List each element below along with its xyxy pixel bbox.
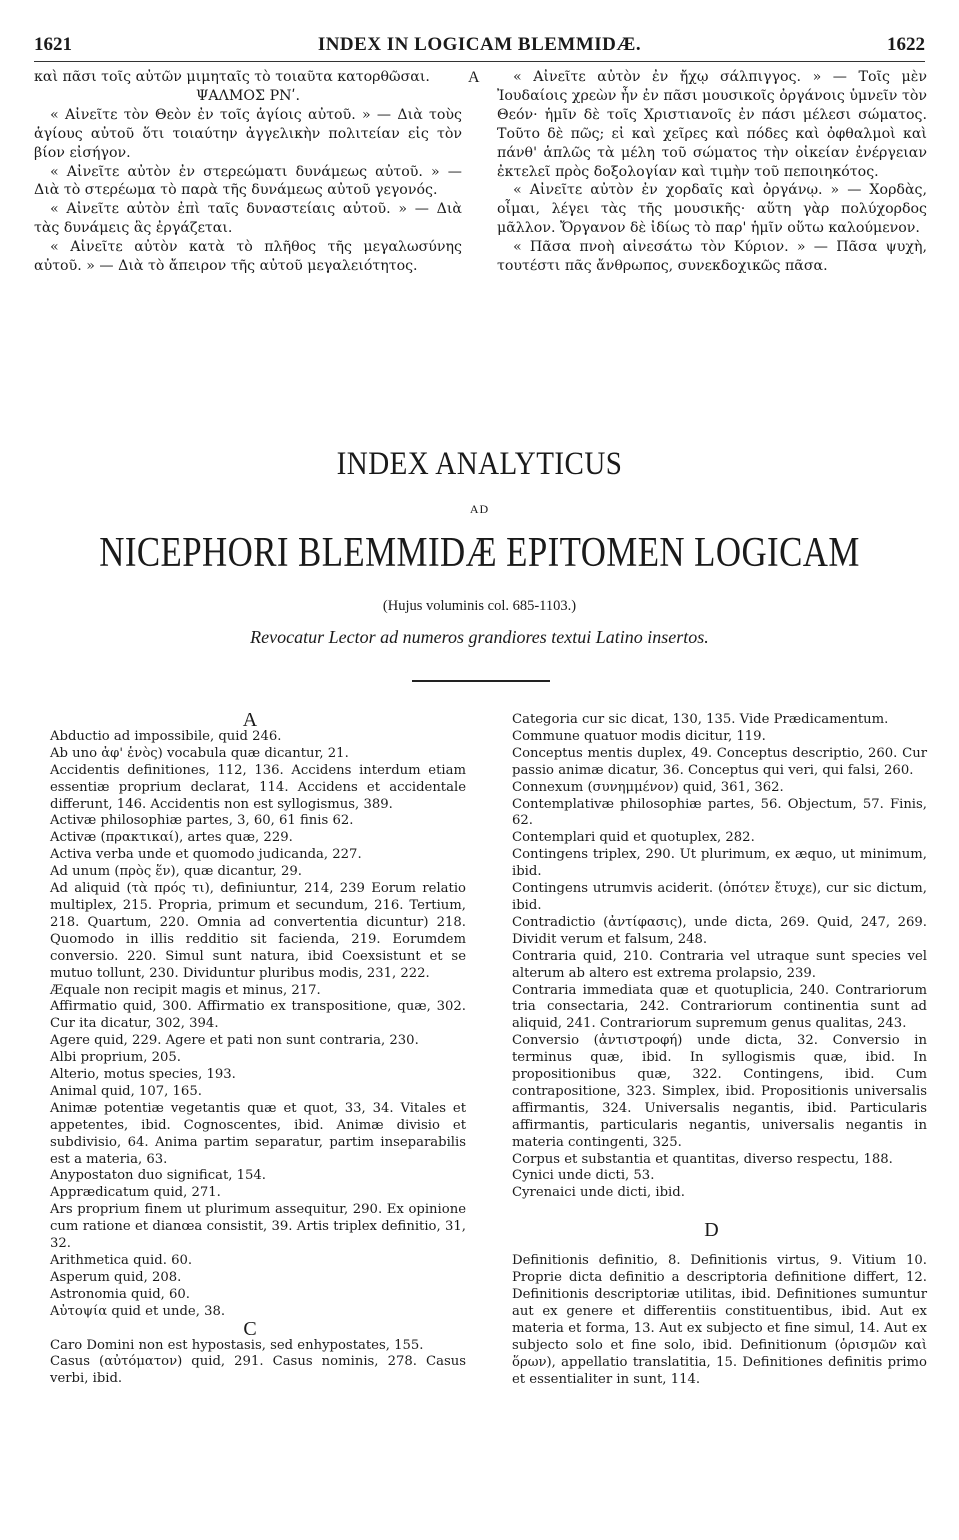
greek-column-left <box>34 68 462 276</box>
index-title-main: NICEPHORI BLEMMIDÆ EPITOMEN LOGICAM <box>99 530 860 576</box>
index-entry: Categoria cur sic dicat, 130, 135. Vide Prædicamentum. <box>512 712 889 727</box>
index-entry: Ars proprium finem ut plurimum assequitur, 290. Ex opinione cum ratione et dianœa consistit, 39. Artis triplex definitio, 31, 32. <box>50 1202 466 1252</box>
reader-note: Revocatur Lector ad numeros grandiores textui Latino insertos. <box>250 627 709 647</box>
section-letter-a: A <box>242 709 258 731</box>
index-entry: Cyrenaici unde dicti, ibid. <box>512 1185 685 1201</box>
greek-paragraph: « Αἰνεῖτε αὐτὸν ἐν στερεώματι δυνάμεως αὐτοῦ. » — Διὰ τὸ στερέωμα τὸ παρὰ τῆς δυνάμεως αὐτοῦ γεγονός. <box>34 163 462 199</box>
index-title-ad: AD <box>469 502 490 516</box>
section-letter-c: C <box>243 1317 257 1340</box>
greek-paragraph: « Αἰνεῖτε τὸν Θεὸν ἐν τοῖς ἁγίοις αὐτοῦ. » — Διὰ τοὺς ἁγίους αὐτοῦ ὅτι τοιαύτην ἀγγελικὴν πολιτείαν εἰς τὸν βίον εἰσήγον. <box>34 106 462 161</box>
greek-paragraph: καὶ πᾶσι τοῖς αὐτῶν μιμηταῖς τὸ τοιαῦτα κατορθῶσαι. <box>34 69 430 85</box>
index-entry: Contingens utrumvis aciderit. (ὁπότεν ἔτυχε), cur sic dictum, ibid. <box>512 881 927 913</box>
index-entry: Agere quid, 229. Agere et pati non sunt contraria, 230. <box>50 1033 419 1049</box>
greek-paragraph: « Αἰνεῖτε αὐτὸν κατὰ τὸ πλῆθος τῆς μεγαλωσύνης αὐτοῦ. » — Διὰ τὸ ἄπειρον τῆς αὐτοῦ μεγαλειότητος. <box>34 239 462 275</box>
index-entry: Contradictio (ἀντίφασις), unde dicta, 269. Quid, 247, 269. Dividit verum et falsum, 248. <box>512 914 927 947</box>
index-entry: Astronomia quid, 60. <box>50 1286 190 1302</box>
volume-note: (Hujus voluminis col. 685-1103.) <box>382 598 577 614</box>
index-entry: Albi proprium, 205. <box>50 1050 181 1066</box>
index-entry: Asperum quid, 208. <box>50 1269 182 1285</box>
index-entry: Ad unum (πρὸς ἕν), quæ dicantur, 29. <box>50 864 302 880</box>
index-entry: Casus (αὐτόματον) quid, 291. Casus nominis, 278. Casus verbi, ibid. <box>50 1354 466 1387</box>
index-entry: Activæ (πρακτικαί), artes quæ, 229. <box>50 830 293 846</box>
index-entry: Contingens triplex, 290. Ut plurimum, ex æquo, ut minimum, ibid. <box>512 847 927 880</box>
index-entry: Caro Domini non est hypostasis, sed enhypostates, 155. <box>50 1337 424 1353</box>
index-entry: Accidentis definitiones, 112, 136. Accidens interdum etiam essentiæ proprium declarat, 114. Accidens et accidentale differunt, 146. Accidentis non est syllogismus, 389. <box>50 762 466 812</box>
index-entry: Corpus et substantia et quantitas, diverso respectu, 188. <box>512 1151 893 1167</box>
running-title: INDEX IN LOGICAM BLEMMIDÆ. <box>317 34 642 55</box>
index-entry: Activa verba unde et quomodo judicanda, 227. <box>50 847 362 863</box>
page-number-right: 1622 <box>887 34 925 55</box>
index-title: INDEX ANALYTICUS <box>336 446 623 482</box>
psalm-heading: ΨΑΛΜΟΣ ΡΝʹ. <box>195 87 301 104</box>
greek-column-right <box>497 68 927 276</box>
index-entry: Ad aliquid (τὰ πρός τι), definiuntur, 214, 239 Eorum relatio multiplex, 215. Propria, primum et secundum, 216. Tertium, 218. Quartum, 220. Omnia ad convertentia dicuntur) 218. Quomodo in illis redditio sit facienda, 219. Eorumdem conversio. 220. Simul sunt natura, ibid Coexsistunt et se mutuo tollunt, 230. Dividuntur pluribus modis, 231, 222. <box>50 881 466 981</box>
index-entry: Connexum (συνημμένον) quid, 361, 362. <box>512 779 784 795</box>
index-entry: Apprædicatum quid, 271. <box>50 1185 221 1201</box>
index-entry: Conceptus mentis duplex, 49. Conceptus descriptio, 260. Cur passio animæ dicatur, 36. Conceptus qui veri, qui falsi, 260. <box>512 745 927 778</box>
index-entry: Ab uno ἀφ' ἑνὸς) vocabula quæ dicantur, 21. <box>50 745 349 761</box>
section-letter-d: D <box>704 1219 719 1242</box>
index-column-right <box>496 712 927 1388</box>
index-entry: Anypostaton duo significat, 154. <box>50 1168 266 1184</box>
index-entry: Contraria immediata quæ et quotuplicia, 240. Contrariorum tria consectaria, 242. Contrariorum continentia sunt ad aliquid, 241. Contrariorum supremum genus qualitas, 243. <box>512 982 927 1032</box>
index-entry: Abductio ad impossibile, quid 246. <box>50 728 282 744</box>
running-header <box>34 34 925 58</box>
index-entry: Contemplari quid et quotuplex, 282. <box>512 830 755 846</box>
index-entry: Affirmatio quid, 300. Affirmatio ex transpositione, quæ, 302. Cur ita dicatur, 302, 394. <box>50 999 466 1032</box>
index-entry: Arithmetica quid. 60. <box>50 1253 193 1268</box>
index-entry: Definitionis definitio, 8. Definitionis virtus, 9. Vitium 10. Proprie dicta definitio a descriptoria definitione differt, 12. Definitionis descriptoriæ utilitas, ibid. Definitiones sumuntur aut ex genere et differentiis constituentibus, ibid. Aut ex materia et forma, 13. Aut ex subjecto et fine simul, 14. Aut ex subjecto solo et fine solo, ibid. Definitionum (ὁρισμῶν καὶ ὅρων), appellatio translatitia, 15. Definitiones definitis primo et essentialiter in sunt, 114. <box>512 1253 927 1387</box>
greek-paragraph: « Αἰνεῖτε αὐτὸν ἐπὶ ταῖς δυναστείαις αὐτοῦ. » — Διὰ τὰς δυνάμεις ἃς ἐργάζεται. <box>34 201 462 237</box>
index-entry: Cynici unde dicti, 53. <box>512 1168 655 1184</box>
index-entry: Alterio, motus species, 193. <box>50 1067 236 1083</box>
index-entry: Activæ philosophiæ partes, 3, 60, 61 finis 62. <box>50 813 354 829</box>
index-entry: Animal quid, 107, 165. <box>50 1083 202 1099</box>
index-entry: Animæ potentiæ vegetantis quæ et quot, 33, 34. Vitales et appetentes, ibid. Cognoscentes, ibid. Animæ divisio et subdivisio, 64. Anima partim separatur, partim inseparabilis est a materia, 63. <box>50 1100 466 1167</box>
page-number-left: 1621 <box>34 34 72 55</box>
greek-paragraph: « Αἰνεῖτε αὐτὸν ἐν ἤχῳ σάλπιγγος. » — Τοῖς μὲν Ἰουδαίοις χρεὼν ἦν ἐν πᾶσι μουσικοῖς ὀργάνοις ὑμνεῖν τὸν Θεόν· ἡμῖν δὲ τοῖς Χριστιανοῖς ἐν πάσι μέλεσι σώματος. Τοῦτο δὲ πῶς; εἰ καὶ χεῖρες καὶ πόδες καὶ ὀφθαλμοὶ καὶ πάνθ' ἁπλῶς τὰ μέλη τοῦ σώματος τὴν οἰκείαν ἐνέργειαν ἐκτελεῖ πρὸς δοξολογίαν καὶ τιμὴν τοῦ πεποιηκότος. <box>497 69 927 180</box>
index-entry: Conversio (ἀντιστροφή) unde dicta, 32. Conversio in terminus quæ, ibid. In syllogismis quæ, ibid. In propositionibus quæ, 322. Contingens, ibid. Cum contrapositione, 323. Simplex, ibid. Propositionis universalis affirmantis, 324. Universalis negantis, ibid. Particularis affirmantis, particularis negantis, universalis negantis in materia contingenti, 325. <box>512 1033 927 1150</box>
index-entry: Commune quatuor modis dicitur, 119. <box>512 728 766 744</box>
greek-paragraph: « Πᾶσα πνοὴ αἰνεσάτω τὸν Κύριον. » — Πᾶσα ψυχὴ, τουτέστι πᾶς ἄνθρωπος, συνεκδοχικῶς πᾶσα. <box>497 239 927 275</box>
column-marker: A <box>468 69 480 86</box>
section-rule <box>412 680 550 682</box>
header-rule <box>34 61 925 62</box>
index-entry: Contraria quid, 210. Contraria vel utraque sunt species vel alterum ab altero est extrema prolapsio, 239. <box>512 948 927 981</box>
index-column-left <box>34 709 466 1388</box>
index-entry: Αὐτοψία quid et unde, 38. <box>50 1303 226 1319</box>
greek-paragraph: « Αἰνεῖτε αὐτὸν ἐν χορδαῖς καὶ ὀργάνῳ. » — Χορδὰς, οἶμαι, λέγει τὰς τῆς μουσικῆς· αὕτη γὰρ πολύχορδος μᾶλλον. Ὄργανον δὲ ἰδίως τὸ παρ' ἡμῖν οὕτω καλούμενον. <box>497 182 927 237</box>
index-entry: Contemplativæ philosophiæ partes, 56. Objectum, 57. Finis, 62. <box>512 796 927 829</box>
index-entry: Æquale non recipit magis et minus, 217. <box>50 982 321 998</box>
